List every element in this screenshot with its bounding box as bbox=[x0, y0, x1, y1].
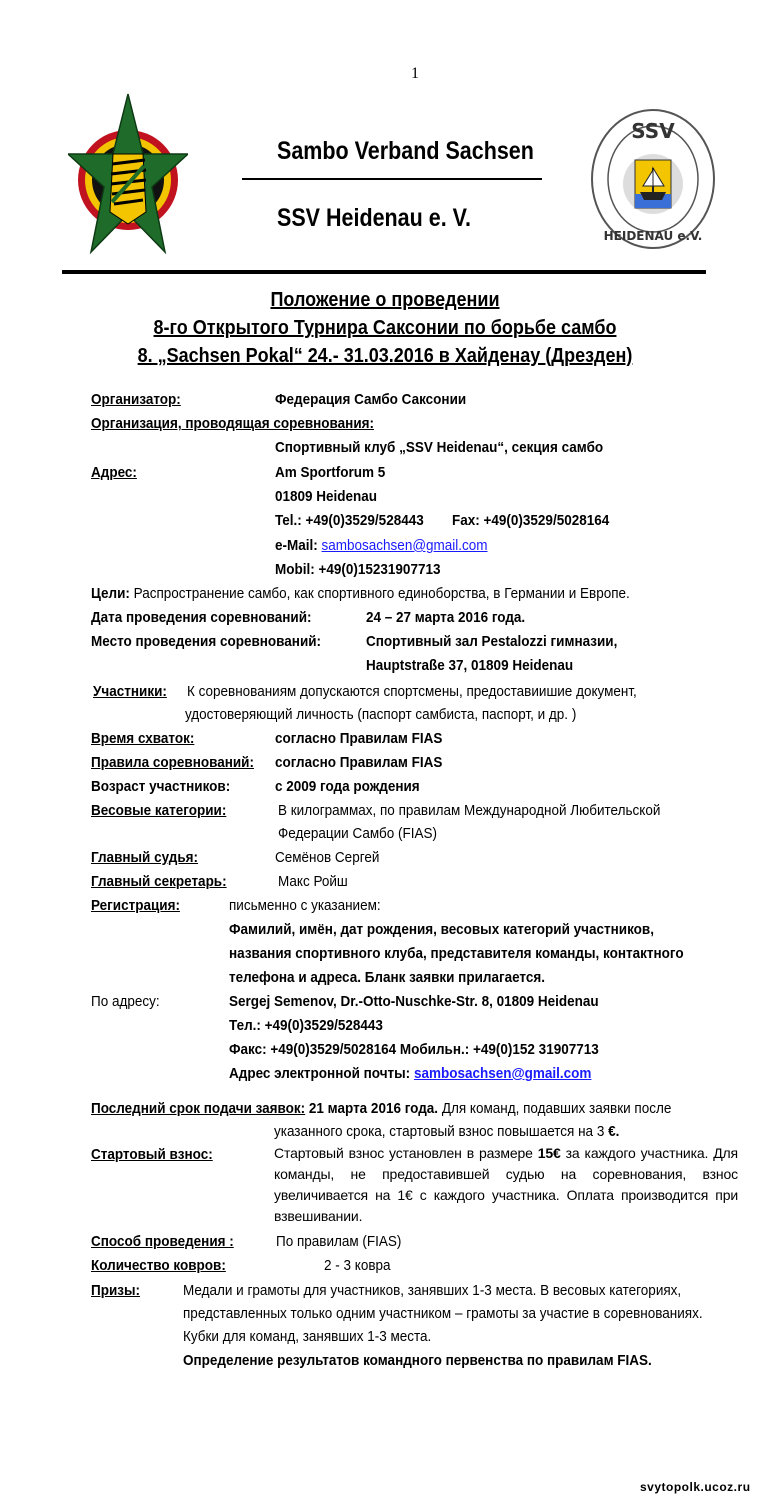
org-name-ssv-heidenau: SSV Heidenau e. V. bbox=[277, 204, 471, 232]
logo-text-ssv: SSV bbox=[631, 119, 675, 143]
fee-pre: Стартовый взнос установлен в размере bbox=[274, 1145, 533, 1161]
address-tel: Tel.: +49(0)3529/528443 bbox=[275, 512, 424, 529]
age-value: с 2009 года рождения bbox=[275, 778, 420, 795]
fee-text bbox=[274, 1143, 738, 1227]
deadline-text2: указанного срока, стартовый взнос повышается на 3 bbox=[274, 1123, 605, 1140]
deadline-label: Последний срок подачи заявок: bbox=[91, 1100, 306, 1117]
venue-label: Место проведения соревнований: bbox=[91, 633, 322, 650]
participants-line2: удостоверяющий личность (паспорт самбиста, паспорт, и др. ) bbox=[185, 706, 577, 723]
prizes-line1: Медали и грамоты для участников, занявших 1-3 места. В весовых категориях, bbox=[183, 1282, 682, 1299]
host-org-label: Организация, проводящая соревнования: bbox=[91, 415, 374, 432]
reg-address-line1: Sergej Semenov, Dr.-Otto-Nuschke-Str. 8, 01809 Heidenau bbox=[229, 993, 599, 1010]
address-label: Адрес: bbox=[91, 464, 137, 481]
deadline-euro: €. bbox=[608, 1123, 620, 1140]
rules-value: согласно Правилам FIAS bbox=[275, 754, 443, 771]
method-label: Способ проведения : bbox=[91, 1233, 234, 1250]
registration-line1: Фамилий, имён, дат рождения, весовых категорий участников, bbox=[229, 921, 654, 938]
fee-post: за каждого участника. Для команды, не предоставившей судью на соревнования, взнос увеличивается на 1€ с каждого участника. Оплата производится при взвешивании. bbox=[274, 1145, 738, 1224]
bout-time-label: Время схваток: bbox=[91, 730, 195, 747]
doc-title-line3: 8. „Sachsen Pokal“ 24.- 31.03.2016 в Хайденау (Дрезден) bbox=[137, 345, 633, 367]
prizes-line4: Определение результатов командного первенства по правилам FIAS. bbox=[183, 1352, 652, 1369]
email-label: e-Mail: bbox=[275, 537, 318, 554]
chief-secretary-value: Макс Ройш bbox=[278, 873, 348, 890]
reg-address-label: По адресу: bbox=[91, 993, 160, 1010]
org-name-sambo-verband: Sambo Verband Sachsen bbox=[277, 137, 534, 165]
venue-line2: Hauptstraße 37, 01809 Heidenau bbox=[366, 657, 574, 674]
participants-line1: К соревнованиям допускаются спортсмены, предоставиишие документ, bbox=[187, 683, 637, 700]
watermark: svytopolk.ucoz.ru bbox=[640, 1480, 751, 1494]
header-separator bbox=[242, 178, 542, 180]
prizes-line3: Кубки для команд, занявших 1-3 места. bbox=[183, 1328, 432, 1345]
address-email-row bbox=[275, 536, 488, 555]
registration-intro: письменно с указанием: bbox=[229, 897, 381, 914]
doc-title-line1: Положение о проведении bbox=[270, 289, 500, 311]
address-mobil: Mobil: +49(0)15231907713 bbox=[275, 561, 441, 578]
reg-address-email-row bbox=[229, 1064, 591, 1083]
reg-address-fax: Факс: +49(0)3529/5028164 Мобильн.: +49(0)152 31907713 bbox=[229, 1041, 599, 1058]
chief-judge-value: Семёнов Сергей bbox=[275, 849, 380, 866]
address-line1: Am Sportforum 5 bbox=[275, 464, 386, 481]
weight-line2: Федерации Самбо (FIAS) bbox=[278, 825, 437, 842]
goals-label: Цели: bbox=[91, 585, 130, 602]
prizes-line2: представленных только одним участником – грамоты за участие в соревнованиях. bbox=[183, 1305, 703, 1322]
dates-value: 24 – 27 марта 2016 года. bbox=[366, 609, 526, 626]
host-org-value: Спортивный клуб „SSV Heidenau“, секция самбо bbox=[275, 439, 604, 456]
prizes-label: Призы: bbox=[91, 1282, 140, 1299]
chief-secretary-label: Главный секретарь: bbox=[91, 873, 227, 890]
fee-amount: 15€ bbox=[537, 1145, 561, 1161]
page-number: 1 bbox=[411, 65, 419, 82]
bout-time-value: согласно Правилам FIAS bbox=[275, 730, 443, 747]
registration-label: Регистрация: bbox=[91, 897, 180, 914]
svg-text:SVS: SVS bbox=[122, 237, 134, 244]
goals-value: Распространение самбо, как спортивного единоборства, в Германии и Европе. bbox=[133, 585, 630, 602]
fee-label: Стартовый взнос: bbox=[91, 1146, 213, 1163]
sambo-verband-logo bbox=[68, 92, 188, 257]
rules-label: Правила соревнований: bbox=[91, 754, 254, 771]
reg-email-link[interactable]: sambosachsen@gmail.com bbox=[413, 1065, 592, 1082]
doc-title-line2: 8-го Открытого Турнира Саксонии по борьбе самбо bbox=[153, 317, 617, 339]
weight-label: Весовые категории: bbox=[91, 802, 227, 819]
reg-address-tel: Тел.: +49(0)3529/528443 bbox=[229, 1017, 383, 1034]
registration-line2: названия спортивного клуба, представителя команды, контактного bbox=[229, 945, 684, 962]
organizer-label: Организатор: bbox=[91, 391, 181, 408]
deadline-date: 21 марта 2016 года. bbox=[308, 1100, 439, 1117]
deadline-text1: Для команд, подавших заявки после bbox=[441, 1100, 672, 1117]
dates-label: Дата проведения соревнований: bbox=[91, 609, 312, 626]
age-label: Возраст участников: bbox=[91, 778, 231, 795]
deadline-row bbox=[91, 1099, 671, 1118]
logo-text-heidenau: HEIDENAU e.V. bbox=[603, 229, 703, 243]
method-value: По правилам (FIAS) bbox=[276, 1233, 402, 1250]
goals-row bbox=[91, 584, 630, 603]
header-rule bbox=[62, 270, 706, 274]
ssv-heidenau-logo bbox=[590, 108, 716, 250]
address-line2: 01809 Heidenau bbox=[275, 488, 378, 505]
email-link[interactable]: sambosachsen@gmail.com bbox=[321, 537, 488, 554]
participants-label: Участники: bbox=[93, 683, 167, 700]
mats-label: Количество ковров: bbox=[91, 1257, 226, 1274]
deadline-row2 bbox=[274, 1122, 619, 1141]
venue-line1: Спортивный зал Pestalozzi гимназии, bbox=[366, 633, 618, 650]
organizer-value: Федерация Самбо Саксонии bbox=[275, 391, 467, 408]
address-fax: Fax: +49(0)3529/5028164 bbox=[452, 512, 610, 529]
registration-line3: телефона и адреса. Бланк заявки прилагается. bbox=[229, 969, 545, 986]
chief-judge-label: Главный судья: bbox=[91, 849, 199, 866]
mats-value: 2 - 3 ковра bbox=[324, 1257, 391, 1274]
weight-line1: В килограммах, по правилам Международной Любительской bbox=[278, 802, 661, 819]
reg-email-label: Адрес электронной почты: bbox=[229, 1065, 411, 1082]
